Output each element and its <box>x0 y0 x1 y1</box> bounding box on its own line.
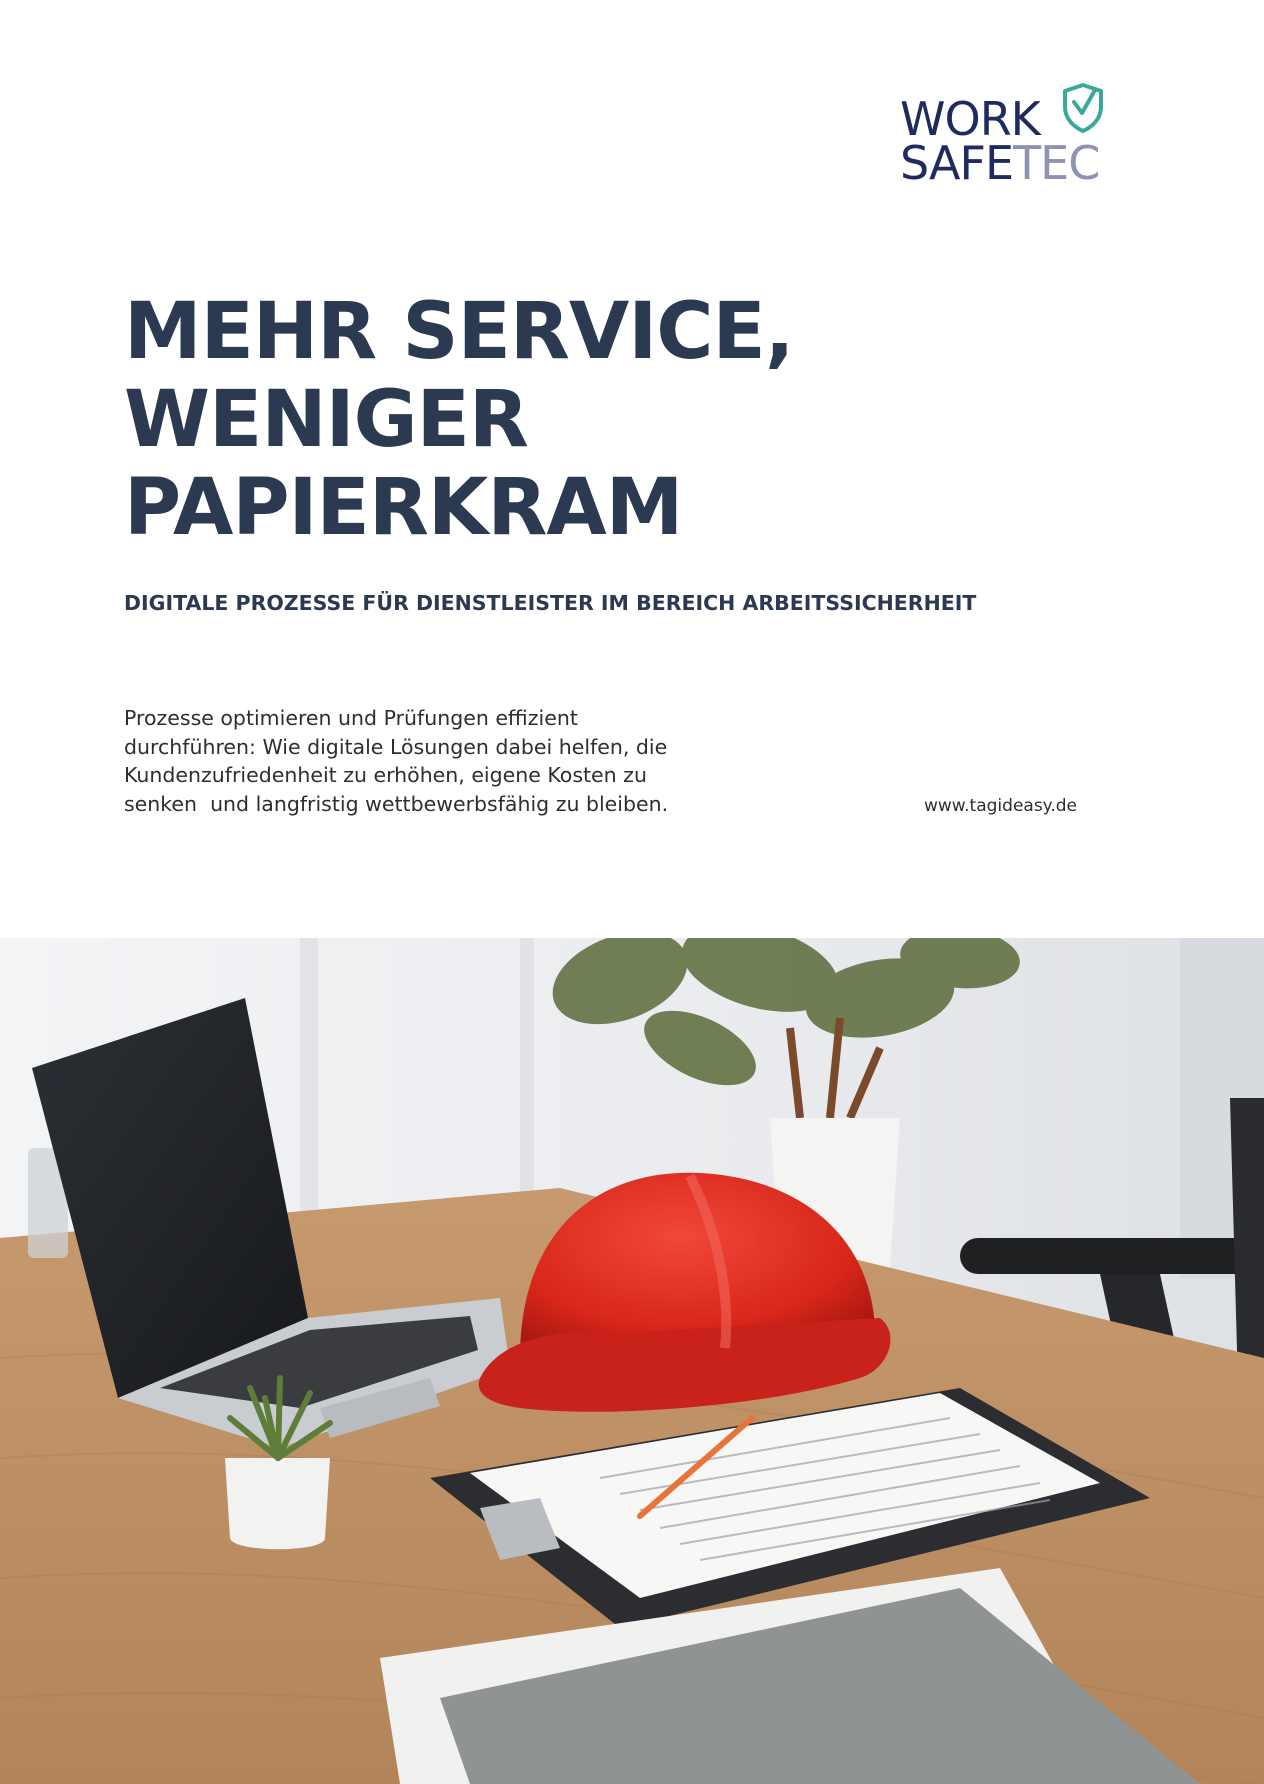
intro-line-3: Kundenzufriedenheit zu erhöhen, eigene Kosten zu <box>124 763 647 787</box>
photo-window-frame-2 <box>520 938 534 1198</box>
logo-word-tec: TEC <box>1013 136 1100 190</box>
shield-check-icon <box>1060 82 1106 134</box>
photo-illustration <box>0 938 1264 1784</box>
logo-word-work: WORK <box>900 92 1040 146</box>
intro-paragraph <box>124 704 704 818</box>
headline <box>124 288 1124 552</box>
subheadline: DIGITALE PROZESSE FÜR DIENSTLEISTER IM BEREICH ARBEITSSICHERHEIT <box>124 591 977 615</box>
photo-window-frame <box>300 938 318 1238</box>
headline-line-1: MEHR SERVICE, <box>124 287 794 377</box>
photo-succulent-pot <box>225 1458 330 1549</box>
headline-line-2: WENIGER <box>124 375 528 465</box>
logo-word-safe: SAFE <box>900 136 1014 190</box>
website-link[interactable]: www.tagideasy.de <box>924 796 1077 816</box>
logo <box>900 82 1100 192</box>
intro-line-4: senken und langfristig wettbewerbsfähig zu bleiben. <box>124 791 669 816</box>
intro-line-1: Prozesse optimieren und Prüfungen effizient <box>124 706 578 730</box>
headline-line-3: PAPIERKRAM <box>124 463 683 553</box>
desk-scene-photo <box>0 938 1264 1784</box>
photo-chair-arm <box>960 1238 1264 1274</box>
logo-word-safetec <box>900 136 1100 190</box>
intro-line-2: durchführen: Wie digitale Lösungen dabei helfen, die <box>124 734 668 759</box>
